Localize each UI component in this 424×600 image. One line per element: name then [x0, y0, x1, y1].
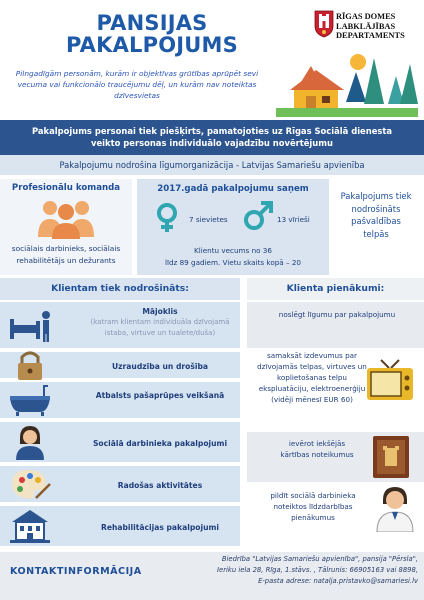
contact-title: KONTAKTINFORMĀCIJA — [10, 566, 142, 577]
list-item: Mājoklis (katram klientam individuāla dzīvojamā istaba, virtuve un tualete/duša) — [0, 302, 240, 352]
client-avatar-icon — [373, 484, 417, 532]
male-symbol-icon — [241, 201, 273, 233]
contact-footer — [0, 552, 424, 600]
building-icon — [8, 508, 52, 544]
department-logo — [312, 10, 422, 50]
contact-email[interactable]: E-pasta adrese: natalja.pristavko@samariesi.lv — [258, 576, 418, 585]
duty-item: pildīt sociālā darbinieka noteiktos līdzdarbības pienākumus — [247, 484, 424, 550]
social-worker-icon — [8, 424, 52, 460]
stats-panel — [137, 179, 329, 275]
client-duties-heading: Klienta pienākumi: — [247, 278, 424, 300]
list-item: Radošas aktivitātes — [0, 466, 240, 506]
duty-item: noslēgt līgumu par pakalpojumu — [247, 302, 424, 348]
team-title: Profesionālu komanda — [11, 183, 121, 193]
bed-person-icon — [8, 307, 52, 343]
list-item: Sociālā darbinieka pakalpojumi — [0, 422, 240, 466]
intro-text: Pilngadīgām personām, kurām ir objektīvas grūtības aprūpēt sevi vecuma vai funkcionālo traucējumu dēļ, un kurām nav noteiktas dzīvesvietas — [15, 69, 259, 100]
list-item: Rehabilitācijas pakalpojumi — [0, 506, 240, 550]
org-name: RĪGAS DOMES LABKLĀJĪBAS DEPARTAMENTS — [336, 12, 405, 40]
palette-icon — [8, 466, 52, 502]
contact-details: Biedrība "Latvijas Samariešu apvienība", pansija "Pērsla", Ieriku iela 28, Rīga, 1.stāvs. , Tālrunis: 66905163 vai 8898, E-pasta adrese: natalja.pristavko@samariesi.lv — [200, 554, 418, 586]
stats-title: 2017.gadā pakalpojumu saņem — [157, 184, 309, 194]
list-item: Atbalsts pašaprūpes veikšanā — [0, 382, 240, 422]
list-item: Uzraudzība un drošība — [0, 352, 240, 382]
female-count: 7 sievietes — [189, 215, 228, 224]
coat-of-arms-icon — [314, 10, 334, 38]
tv-icon — [365, 358, 415, 404]
bathtub-icon — [8, 382, 52, 418]
assessment-banner: Pakalpojums personai tiek piešķirts, pamatojoties uz Rīgas Sociālā dienesta veikto personas individuālo vajadzību novērtējumu — [0, 120, 424, 155]
premises-note: Pakalpojums tiek nodrošināts pašvaldības telpās — [340, 191, 412, 239]
team-description: sociālais darbinieks, sociālais rehabilitētājs un dežurants — [11, 244, 121, 265]
duty-item: samaksāt izdevumus par dzīvojamās telpas, virtuves un koplietošanas telpu ekspluatāciju, elektroenerģiju (vidēji mēnesī EUR 60) — [247, 348, 424, 414]
client-provided-heading: Klientam tiek nodrošināts: — [0, 278, 240, 300]
team-people-icon — [36, 197, 96, 239]
male-count: 13 vīrieši — [277, 215, 310, 224]
female-symbol-icon — [153, 201, 185, 233]
house-landscape-illustration — [276, 52, 418, 117]
ages-info: Klientu vecums no 36 līdz 89 gadiem. Vietu skaits kopā – 20 — [164, 246, 301, 267]
page-title: PANSIJAS PAKALPOJUMS — [66, 11, 238, 57]
team-panel — [0, 179, 132, 275]
rules-book-icon — [367, 434, 415, 480]
provider-banner: Pakalpojumu nodrošina līgumorganizācija - Latvijas Samariešu apvienība — [0, 155, 424, 175]
padlock-icon — [8, 347, 52, 383]
duty-item: ievērot iekšējās kārtības noteikumus — [247, 432, 424, 482]
